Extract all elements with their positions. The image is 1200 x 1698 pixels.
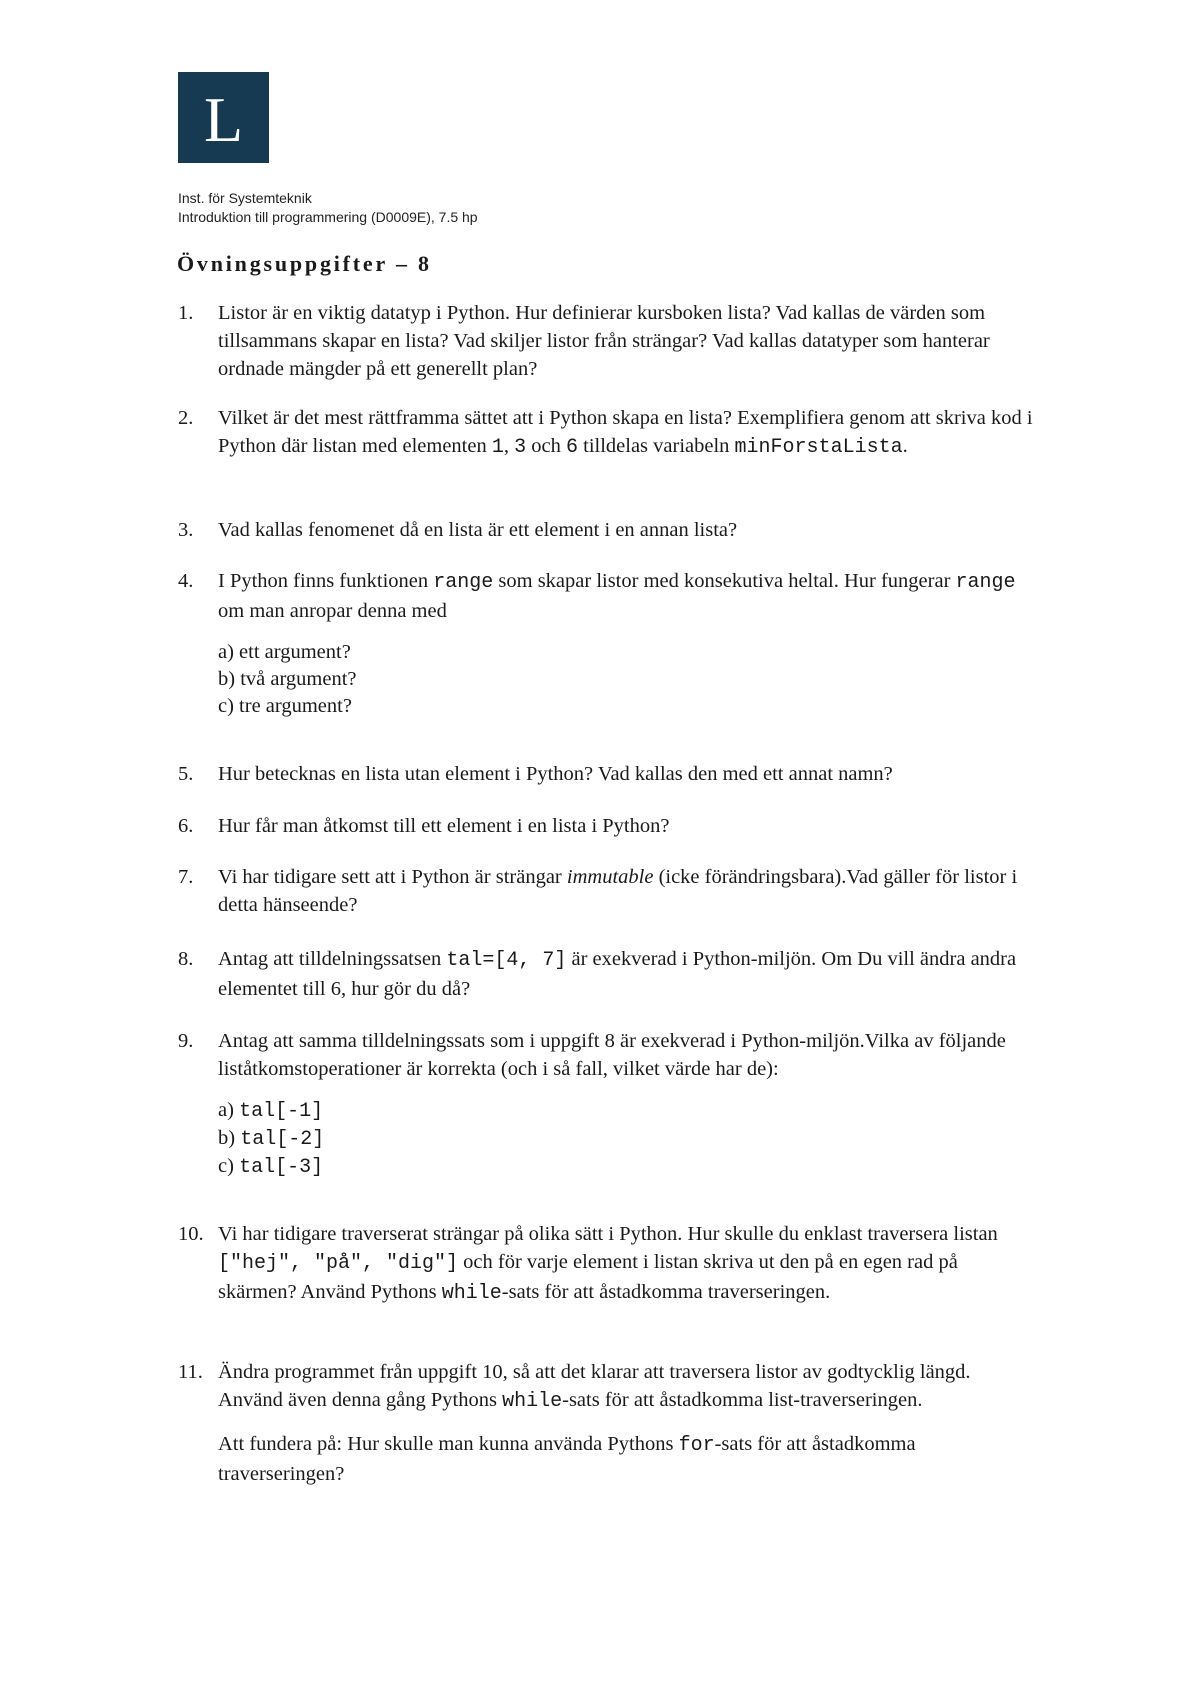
- code-inline: minForstaLista: [734, 436, 903, 459]
- question-1: [178, 299, 1038, 383]
- page-title: Övningsuppgifter – 8: [177, 251, 432, 276]
- text-run: (icke förändringsbara).Vad gäller för listor i detta hänseende?: [218, 866, 1018, 916]
- question-number: 1.: [178, 302, 194, 324]
- emphasis-text: immutable: [566, 866, 654, 888]
- text-run: om man anropar denna med: [218, 600, 447, 622]
- question-number: 7.: [178, 866, 194, 888]
- question-3: [178, 516, 1038, 544]
- question-2: [178, 404, 1038, 462]
- text-run: Vi har tidigare traverserat strängar på olika sätt i Python. Hur skulle du enklast traversera listan: [218, 1223, 998, 1245]
- question-number: 6.: [178, 815, 194, 837]
- question-text: [218, 567, 1038, 720]
- question-number: 3.: [178, 519, 194, 541]
- question-11: [178, 1358, 1038, 1488]
- code-inline: 6: [565, 436, 578, 459]
- reflection-note: [218, 1430, 1038, 1488]
- code-inline: while: [441, 1282, 502, 1305]
- question-6: [178, 812, 1038, 840]
- question-7: [178, 863, 1038, 919]
- text-run: tilldelas variabeln: [578, 435, 735, 457]
- question-text: [218, 404, 1038, 462]
- question-10: [178, 1220, 1038, 1308]
- text-run: ,: [503, 435, 515, 457]
- text-run: I Python finns funktionen: [218, 570, 434, 592]
- text-run: och för varje element i listan skriva ut den på en egen rad på skärmen? Använd Pythons: [218, 1251, 958, 1303]
- question-number: 5.: [178, 763, 194, 785]
- question-8: [178, 945, 1038, 1003]
- text-run: Vilket är det mest rättframma sättet att i Python skapa en lista? Exemplifiera genom att skriva kod i Python där listan med elementen: [218, 407, 1033, 457]
- course-line: Introduktion till programmering (D0009E), 7.5 hp: [178, 209, 478, 225]
- question-number: 2.: [178, 407, 194, 429]
- code-inline: ["hej", "på", "dig"]: [218, 1252, 459, 1275]
- text-run: -sats för att åstadkomma traverseringen?: [218, 1433, 916, 1485]
- sub-question: c) tre argument?: [218, 695, 352, 717]
- sub-question: a) ett argument?: [218, 641, 351, 663]
- text-run: Antag att samma tilldelningssats som i uppgift 8 är exekverad i Python-miljön.Vilka av följande liståtkomstoperationer är korrekta (och i så fall, vilket värde har de):: [218, 1030, 1006, 1080]
- code-inline: range: [433, 571, 494, 594]
- sub-question-list: [218, 639, 1038, 720]
- question-text: [218, 1027, 1038, 1181]
- sub-label: b): [218, 1127, 241, 1149]
- question-text: [218, 1220, 1038, 1308]
- question-number: 4.: [178, 570, 194, 592]
- sub-question-list: [218, 1097, 1038, 1181]
- text-run: -sats för att åstadkomma list-traverseringen.: [562, 1389, 923, 1411]
- question-text: Hur får man åtkomst till ett element i en lista i Python?: [218, 815, 670, 837]
- text-run: Antag att tilldelningssatsen: [218, 948, 447, 970]
- document-header: [178, 189, 478, 227]
- question-number: 11.: [178, 1361, 203, 1383]
- code-inline: 1: [491, 436, 504, 459]
- question-text: [218, 863, 1038, 919]
- text-run: -sats för att åstadkomma traverseringen.: [501, 1281, 831, 1303]
- question-number: 9.: [178, 1030, 194, 1052]
- department-line: Inst. för Systemteknik: [178, 190, 312, 206]
- sub-question: [218, 1097, 1038, 1125]
- sub-question: [218, 1153, 1038, 1181]
- code-inline: 3: [514, 436, 527, 459]
- question-number: 8.: [178, 948, 194, 970]
- text-run: och: [526, 435, 566, 457]
- question-4: [178, 567, 1038, 720]
- code-inline: while: [502, 1390, 563, 1413]
- question-text: Vad kallas fenomenet då en lista är ett element i en annan lista?: [218, 519, 738, 541]
- question-text: [218, 1358, 1038, 1488]
- question-number: 10.: [178, 1223, 204, 1245]
- sub-label: c): [218, 1155, 240, 1177]
- text-run: Att fundera på: Hur skulle man kunna använda Pythons: [218, 1433, 679, 1455]
- question-text: Listor är en viktig datatyp i Python. Hur definierar kursboken lista? Vad kallas de värden som tillsammans skapar en lista? Vad skiljer listor från strängar? Vad kallas datatyper som hanterar ordnade mängder på ett generellt plan?: [218, 302, 990, 380]
- question-5: [178, 760, 1038, 788]
- code-inline: tal[-2]: [240, 1128, 325, 1151]
- sub-label: a): [218, 1099, 240, 1121]
- logo-letter: L: [203, 83, 244, 155]
- text-run: som skapar listor med konsekutiva heltal. Hur fungerar: [493, 570, 956, 592]
- sub-question: [218, 1125, 1038, 1153]
- code-inline: tal=[4, 7]: [446, 949, 567, 972]
- text-run: Vi har tidigare sett att i Python är strängar: [218, 866, 567, 888]
- question-text: [218, 945, 1038, 1003]
- code-inline: tal[-3]: [239, 1156, 324, 1179]
- sub-question: b) två argument?: [218, 668, 357, 690]
- question-9: [178, 1027, 1038, 1181]
- code-inline: for: [678, 1434, 715, 1457]
- text-run: Ändra programmet från uppgift 10, så att det klarar att traversera listor av godtycklig längd. Använd även denna gång Pythons: [218, 1361, 971, 1411]
- code-inline: tal[-1]: [239, 1100, 324, 1123]
- text-run: .: [902, 435, 908, 457]
- text-run: är exekverad i Python-miljön. Om Du vill ändra andra elementet till 6, hur gör du då?: [218, 948, 1017, 1000]
- university-logo: [178, 72, 269, 163]
- code-inline: range: [955, 571, 1016, 594]
- question-text: Hur betecknas en lista utan element i Python? Vad kallas den med ett annat namn?: [218, 763, 893, 785]
